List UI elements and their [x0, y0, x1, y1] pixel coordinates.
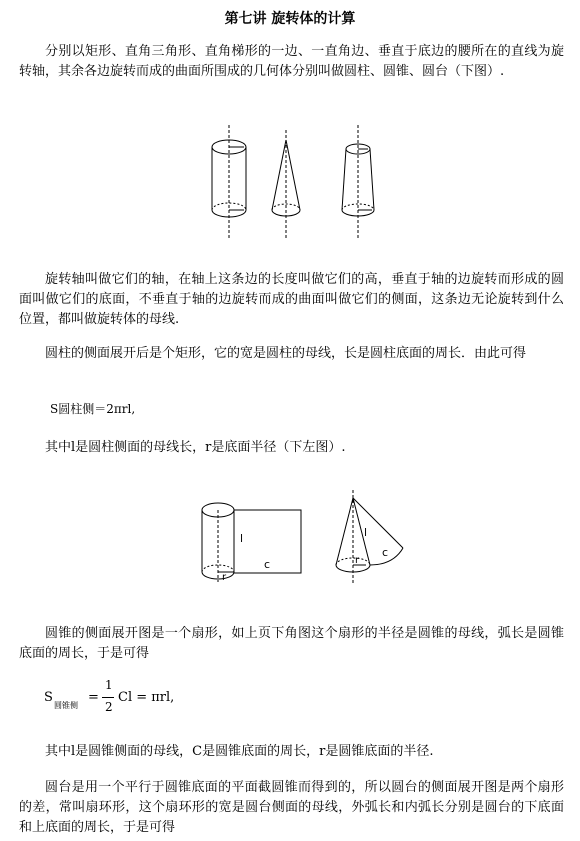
paragraph-axis-terms: 旋转轴叫做它们的轴，在轴上这条边的长度叫做它们的高，垂直于轴的边旋转而形成的圆面叫做它们的底面，不垂直于轴的边旋转而成的曲面叫做它们的侧面，这条边无论旋转到什么位置，都叫做旋转体的母线.: [19, 272, 564, 327]
page-title: 第七讲 旋转体的计算: [224, 11, 356, 27]
formula-rest: Cl = πrl,: [118, 690, 175, 705]
label-c-cone: c: [382, 546, 389, 559]
label-r-cylinder: r: [222, 572, 227, 583]
paragraph-cylinder-vars: 其中l是圆柱侧面的母线长，r是底面半径（下左图）.: [45, 440, 346, 455]
label-c-cylinder: c: [264, 558, 271, 571]
formula-numerator: 1: [105, 678, 113, 692]
fraction-bar: [102, 697, 114, 698]
figure-developments: [198, 490, 413, 590]
cone-development: [336, 490, 403, 585]
frustum-shape: [342, 125, 374, 240]
cone-shape: [272, 130, 300, 240]
cylinder-shape: [212, 125, 246, 240]
formula-equals: =: [88, 690, 99, 705]
paragraph-cone-lateral: 圆锥的侧面展开图是一个扇形，如上页下角图这个扇形的半径是圆锥的母线，弧长是圆锥底面的周长，于是可得: [19, 626, 564, 661]
figure-solids: [200, 125, 380, 240]
paragraph-cone-vars: 其中l是圆锥侧面的母线，C是圆锥底面的周长，r是圆锥底面的半径.: [45, 744, 434, 759]
label-l-cone: l: [364, 526, 368, 539]
formula-subscript: 圆锥侧: [54, 701, 78, 710]
formula-s: S: [44, 690, 53, 705]
formula-cylinder-area: S圆柱侧＝2πrl,: [50, 402, 136, 416]
paragraph-frustum: 圆台是用一个平行于圆锥底面的平面截圆锥而得到的，所以圆台的侧面展开图是两个扇形的差，常叫扇环形，这个扇环形的宽是圆台侧面的母线，外弧长和内弧长分别是圆台的下底面和上底面的周长，于是可得: [19, 780, 564, 835]
paragraph-cylinder-lateral: 圆柱的侧面展开后是个矩形，它的宽是圆柱的母线，长是圆柱底面的周长．由此可得: [45, 346, 527, 361]
paragraph-definitions: 分别以矩形、直角三角形、直角梯形的一边、一直角边、垂直于底边的腰所在的直线为旋转轴，其余各边旋转而成的曲面所围成的几何体分别叫做圆柱、圆锥、圆台（下图）.: [19, 44, 564, 79]
label-l-cylinder: l: [240, 532, 244, 545]
label-r-cone: r: [355, 555, 360, 566]
cylinder-development: [202, 503, 301, 582]
formula-denominator: 2: [105, 700, 113, 714]
